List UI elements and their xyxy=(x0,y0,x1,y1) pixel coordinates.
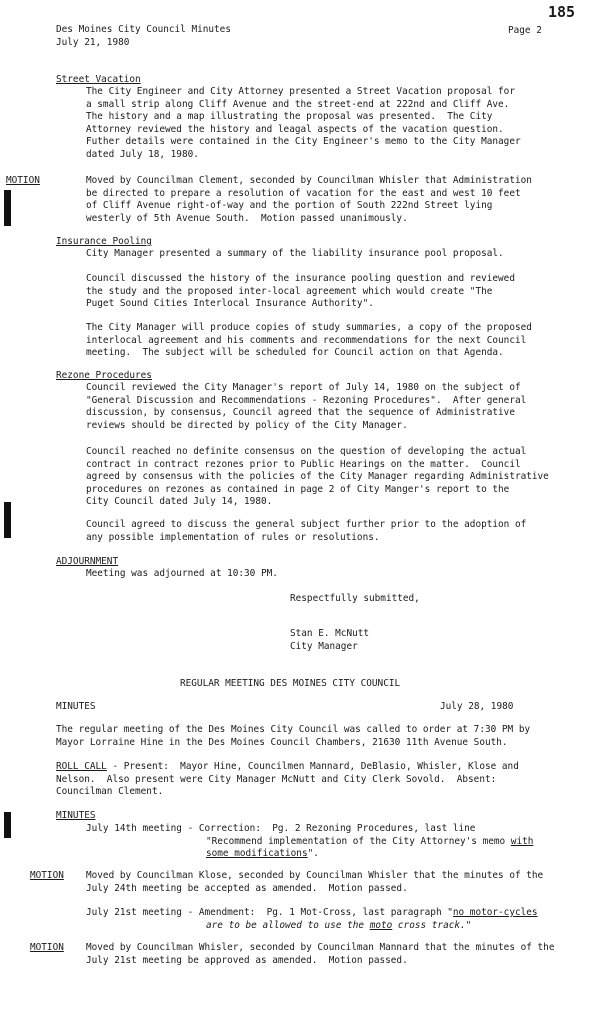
street-vacation-line: The history and a map illustrating the proposal was presented. The City xyxy=(86,111,493,122)
margin-mark xyxy=(4,190,11,226)
rezone-line: contract in contract rezones prior to Public Hearings on the matter. Council xyxy=(86,458,521,470)
section-heading-adjournment: ADJOURNMENT xyxy=(56,556,119,567)
correction-quote: some modifications". xyxy=(206,848,319,859)
insurance-line: the study and the proposed inter-local agreement which would create "The xyxy=(86,285,493,297)
insurance-line: Puget Sound Cities Interlocal Insurance Authority". xyxy=(86,298,374,309)
rezone-line: Council reviewed the City Manager's report of July 14, 1980 on the subject of xyxy=(86,382,521,393)
meeting-intro-line: Mayor Lorraine Hine in the Des Moines Council Chambers, 21630 11th Avenue South. xyxy=(56,736,508,748)
minutes-label: MINUTES xyxy=(56,701,96,712)
rezone-line: Council reached no definite consensus on the question of developing the actual xyxy=(86,446,527,457)
motion-line: of Cliff Avenue right-of-way and the portion of South 222nd Street lying xyxy=(86,200,493,211)
street-vacation-line: The City Engineer and City Attorney presented a Street Vacation proposal for xyxy=(86,86,515,97)
margin-mark xyxy=(4,812,11,838)
amendment-line: July 21st meeting - Amendment: Pg. 1 Mot-Cross, last paragraph "no motor-cycles xyxy=(86,907,538,918)
street-vacation-line: Attorney reviewed the history and leagal aspects of the vacation question. xyxy=(86,123,504,135)
insurance-line: The City Manager will produce copies of study summaries, a copy of the proposed xyxy=(86,322,532,333)
motion-line: be directed to prepare a resolution of vacation for the east and west 10 feet xyxy=(86,187,521,199)
margin-mark xyxy=(4,502,11,538)
meeting-title: REGULAR MEETING DES MOINES CITY COUNCIL xyxy=(180,678,401,689)
motion-line: July 24th meeting be accepted as amended. Motion passed. xyxy=(86,882,408,894)
section-heading-minutes: MINUTES xyxy=(56,810,96,821)
motion-label: MOTION xyxy=(30,942,64,953)
meeting-intro-line: The regular meeting of the Des Moines City Council was called to order at 7:30 PM by xyxy=(56,724,531,735)
signature-title: City Manager xyxy=(290,641,358,652)
insurance-line: interlocal agreement and his comments and recommendations for the next Council xyxy=(86,334,527,346)
rezone-line: discussion, by consensus, Council agreed that the sequence of Administrative xyxy=(86,407,515,418)
insurance-line: meeting. The subject will be scheduled for Council action on that Agenda. xyxy=(86,347,504,358)
motion-label: MOTION xyxy=(30,870,64,881)
roll-call-line: Councilman Clement. xyxy=(56,786,164,797)
adjournment-text: Meeting was adjourned at 10:30 PM. xyxy=(86,568,278,579)
section-heading-insurance-pooling: Insurance Pooling xyxy=(56,236,152,247)
street-vacation-line: a small strip along Cliff Avenue and the street-end at 222nd and Cliff Ave. xyxy=(86,98,510,110)
street-vacation-line: Futher details were contained in the City Engineer's memo to the City Manager xyxy=(86,136,521,147)
rezone-line: agreed by consensus with the policies of the City Manager regarding Administrative xyxy=(86,471,549,482)
roll-call-label: ROLL CALL xyxy=(56,761,107,772)
insurance-line: City Manager presented a summary of the liability insurance pool proposal. xyxy=(86,248,504,259)
roll-call-present: - Present: Mayor Hine, Councilmen Mannard, DeBlasio, Whisler, Klose and xyxy=(106,761,519,772)
section-heading-rezone-procedures: Rezone Procedures xyxy=(56,370,152,381)
page-number: 185 xyxy=(548,3,576,21)
rezone-line: any possible implementation of rules or resolutions. xyxy=(86,531,380,543)
rezone-line: City Council dated July 14, 1980. xyxy=(86,496,273,507)
rezone-line: procedures on rezones as contained in page 2 of City Manger's report to the xyxy=(86,483,510,495)
document-date: July 21, 1980 xyxy=(56,37,130,48)
motion-line: Moved by Councilman Clement, seconded by Councilman Whisler that Administration xyxy=(86,175,532,186)
roll-call-line: Nelson. Also present were City Manager McNutt and City Clerk Sovold. Absent: xyxy=(56,773,497,785)
page-label: Page 2 xyxy=(508,25,542,36)
rezone-line: Council agreed to discuss the general subject further prior to the adoption of xyxy=(86,519,527,530)
rezone-line: reviews should be directed by policy of the City Manager. xyxy=(86,419,408,431)
motion-line: Moved by Councilman Whisler, seconded by Councilman Mannard that the minutes of the xyxy=(86,942,555,953)
meeting-date: July 28, 1980 xyxy=(440,701,514,712)
insurance-line: Council discussed the history of the insurance pooling question and reviewed xyxy=(86,273,515,284)
motion-line: July 21st meeting be approved as amended. Motion passed. xyxy=(86,954,408,966)
section-heading-street-vacation: Street Vacation xyxy=(56,74,141,85)
signature-name: Stan E. McNutt xyxy=(290,628,370,639)
correction-quote: "Recommend implementation of the City Attorney's memo with xyxy=(206,835,534,847)
roll-call-line xyxy=(56,761,519,774)
amendment-quote: are to be allowed to use the moto cross track." xyxy=(206,919,472,931)
motion-line: westerly of 5th Avenue South. Motion passed unanimously. xyxy=(86,212,408,224)
motion-line: Moved by Councilman Klose, seconded by Councilman Whisler that the minutes of the xyxy=(86,870,544,881)
correction-line: July 14th meeting - Correction: Pg. 2 Rezoning Procedures, last line xyxy=(86,823,476,834)
rezone-line: "General Discussion and Recommendations - Rezoning Procedures". After general xyxy=(86,394,527,406)
street-vacation-line: dated July 18, 1980. xyxy=(86,148,199,160)
document-title: Des Moines City Council Minutes xyxy=(56,24,231,35)
motion-label: MOTION xyxy=(6,175,40,186)
signature-closing: Respectfully submitted, xyxy=(290,593,420,604)
